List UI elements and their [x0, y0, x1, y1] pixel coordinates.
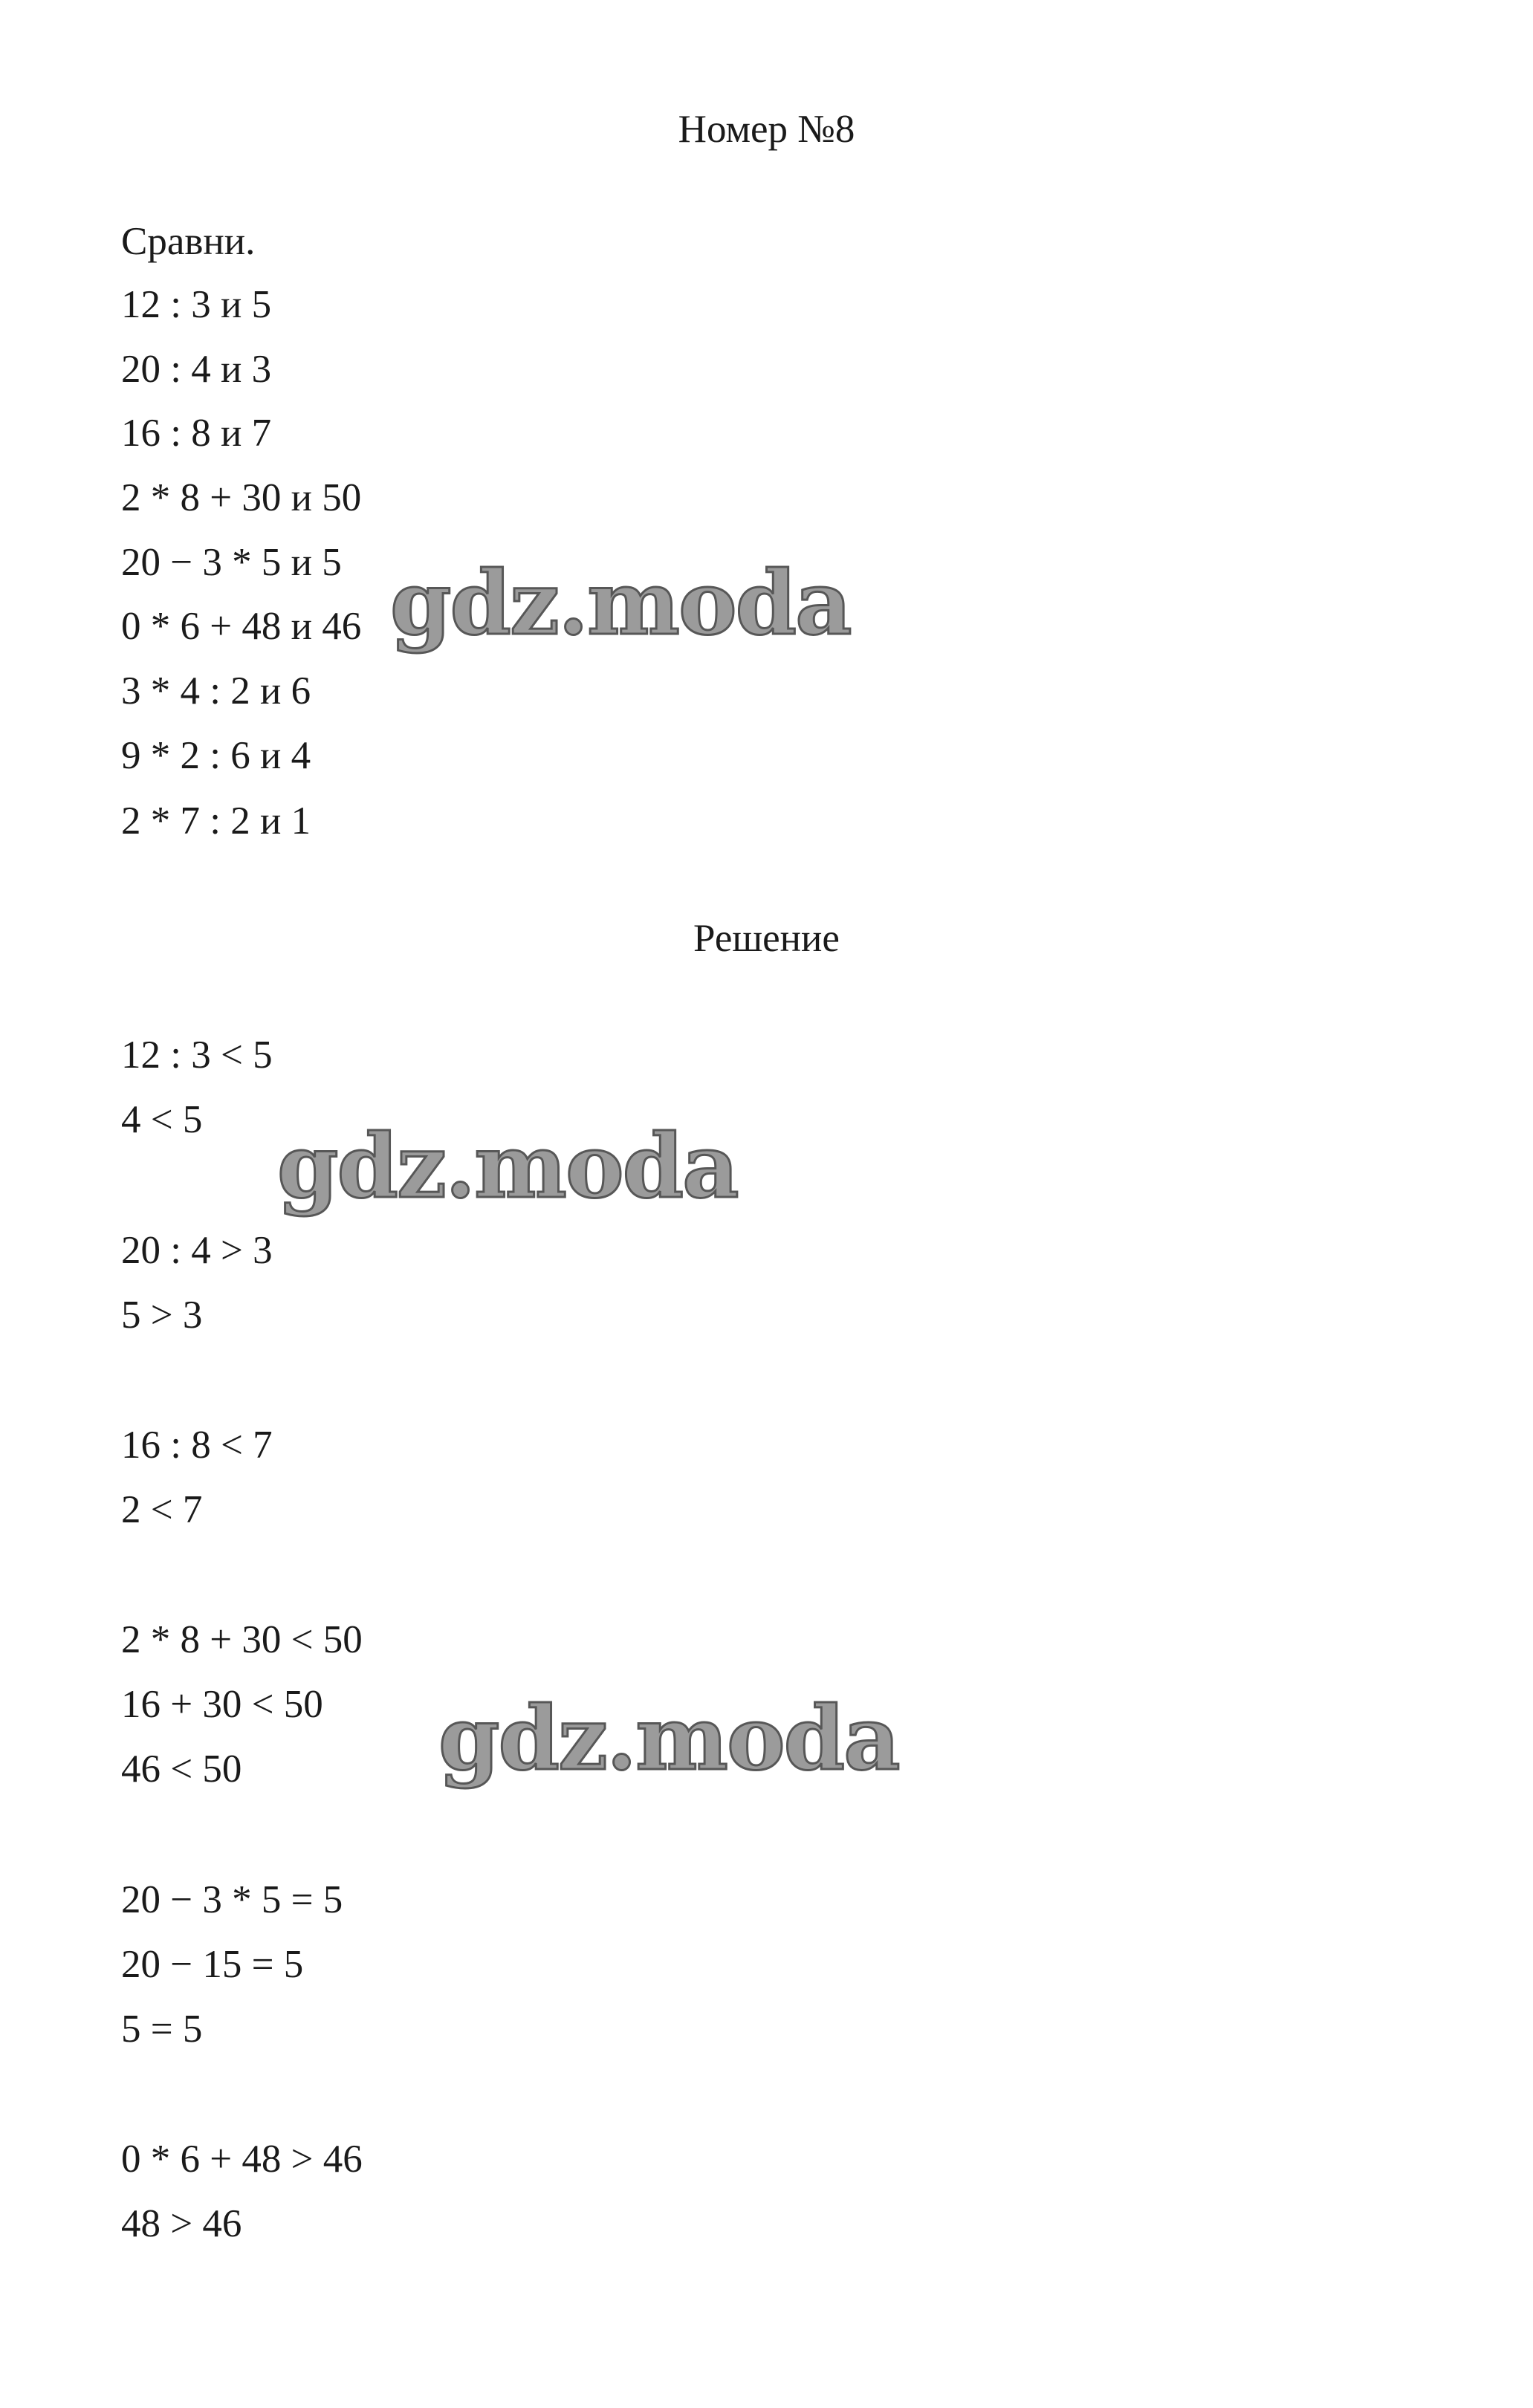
solution-line: 16 + 30 < 50: [121, 1683, 323, 1726]
task-prompt: Сравни.: [121, 220, 256, 263]
task-item: 20 : 4 и 3: [121, 348, 272, 391]
solution-line: 2 < 7: [121, 1488, 203, 1531]
solution-line: 20 : 4 > 3: [121, 1229, 273, 1272]
task-item: 3 * 4 : 2 и 6: [121, 669, 311, 713]
solution-line: 20 − 15 = 5: [121, 1943, 304, 1986]
task-item: 12 : 3 и 5: [121, 283, 272, 326]
solution-line: 20 − 3 * 5 = 5: [121, 1878, 343, 1921]
watermark: gdz.moda: [277, 1114, 738, 1218]
task-item: 2 * 7 : 2 и 1: [121, 799, 311, 843]
task-item: 2 * 8 + 30 и 50: [121, 476, 362, 519]
solution-heading: Решение: [693, 917, 840, 960]
solution-line: 5 > 3: [121, 1294, 203, 1337]
solution-line: 5 = 5: [121, 2008, 203, 2051]
solution-line: 16 : 8 < 7: [121, 1424, 273, 1467]
task-item: 16 : 8 и 7: [121, 412, 272, 455]
watermark: gdz.moda: [390, 551, 851, 655]
solution-line: 0 * 6 + 48 > 46: [121, 2138, 363, 2181]
task-item: 0 * 6 + 48 и 46: [121, 605, 362, 648]
solution-line: 2 * 8 + 30 < 50: [121, 1618, 363, 1661]
task-item: 20 − 3 * 5 и 5: [121, 541, 342, 584]
task-item: 9 * 2 : 6 и 4: [121, 734, 311, 777]
solution-line: 4 < 5: [121, 1098, 203, 1141]
solution-line: 46 < 50: [121, 1747, 242, 1791]
watermark: gdz.moda: [438, 1687, 899, 1790]
solution-line: 12 : 3 < 5: [121, 1033, 273, 1077]
page-title: Номер №8: [678, 108, 855, 151]
solution-line: 48 > 46: [121, 2202, 242, 2245]
